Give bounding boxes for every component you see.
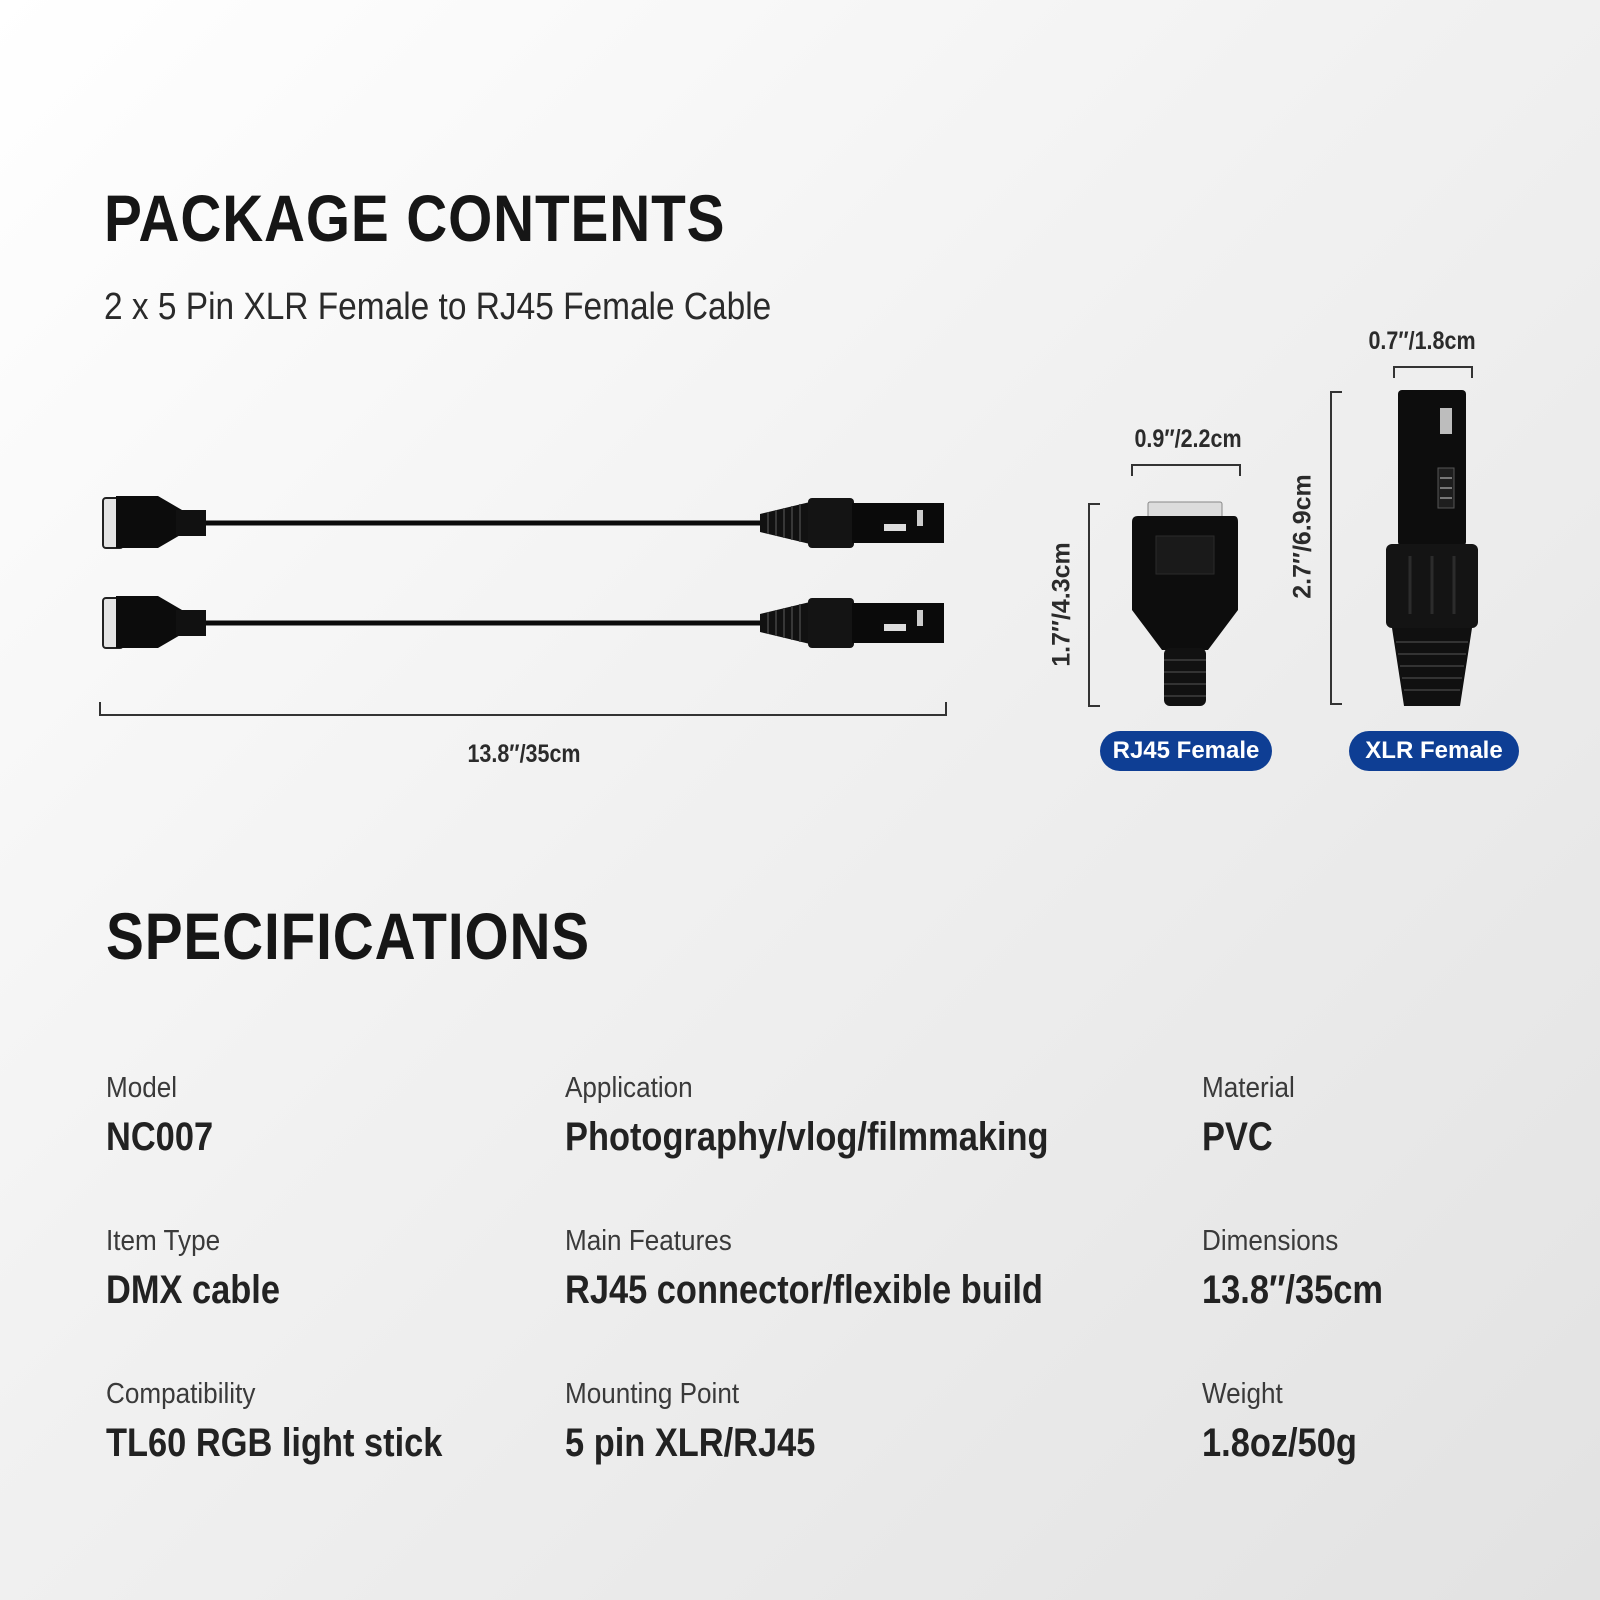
spec-value: RJ45 connector/flexible build xyxy=(565,1268,1043,1312)
xlr-female-badge: XLR Female xyxy=(1349,731,1519,771)
package-contents-title: PACKAGE CONTENTS xyxy=(104,181,726,255)
spec-item-compatibility xyxy=(106,1378,497,1466)
xlr-height-wrap xyxy=(1203,474,1403,599)
spec-value: 5 pin XLR/RJ45 xyxy=(565,1421,816,1465)
spec-label: Item Type xyxy=(106,1225,221,1257)
cable-length-label: 13.8″/35cm xyxy=(467,740,581,768)
xlr-width-bracket xyxy=(1392,364,1476,380)
rj45-width-label: 0.9″/2.2cm xyxy=(1134,425,1242,453)
xlr-height-label: 2.7″/6.9cm xyxy=(1288,474,1317,599)
spec-label: Main Features xyxy=(565,1225,732,1257)
specifications-title: SPECIFICATIONS xyxy=(106,899,591,973)
xlr-connector-image xyxy=(1380,388,1484,710)
spec-item-mounting-point xyxy=(565,1378,856,1466)
rj45-female-badge: RJ45 Female xyxy=(1100,731,1272,771)
cable-pair-image xyxy=(0,470,960,670)
spec-item-weight xyxy=(1202,1378,1382,1466)
spec-value: TL60 RGB light stick xyxy=(106,1421,443,1465)
spec-item-item-type xyxy=(106,1225,308,1313)
spec-label: Application xyxy=(565,1072,693,1104)
spec-item-model xyxy=(106,1072,231,1160)
spec-label: Material xyxy=(1202,1072,1295,1104)
spec-value: PVC xyxy=(1202,1115,1273,1159)
spec-value: NC007 xyxy=(106,1115,214,1159)
cable-length-bracket xyxy=(98,700,950,720)
spec-value: 1.8oz/50g xyxy=(1202,1421,1357,1465)
spec-item-application xyxy=(565,1072,1127,1160)
spec-item-dimensions xyxy=(1202,1225,1412,1313)
spec-label: Weight xyxy=(1202,1378,1283,1410)
rj45-height-label: 1.7″/4.3cm xyxy=(1047,542,1076,667)
xlr-width-label: 0.7″/1.8cm xyxy=(1368,327,1476,355)
package-contents-subtitle: 2 x 5 Pin XLR Female to RJ45 Female Cable xyxy=(104,286,772,328)
spec-item-material xyxy=(1202,1072,1305,1160)
cable-2 xyxy=(103,596,944,648)
spec-label: Mounting Point xyxy=(565,1378,740,1410)
spec-label: Model xyxy=(106,1072,178,1104)
rj45-width-bracket xyxy=(1130,462,1242,478)
spec-item-main-features xyxy=(565,1225,1121,1313)
spec-value: Photography/vlog/filmmaking xyxy=(565,1115,1049,1159)
spec-value: DMX cable xyxy=(106,1268,280,1312)
spec-label: Compatibility xyxy=(106,1378,256,1410)
cable-1 xyxy=(103,496,944,548)
spec-label: Dimensions xyxy=(1202,1225,1339,1257)
spec-value: 13.8″/35cm xyxy=(1202,1268,1383,1312)
